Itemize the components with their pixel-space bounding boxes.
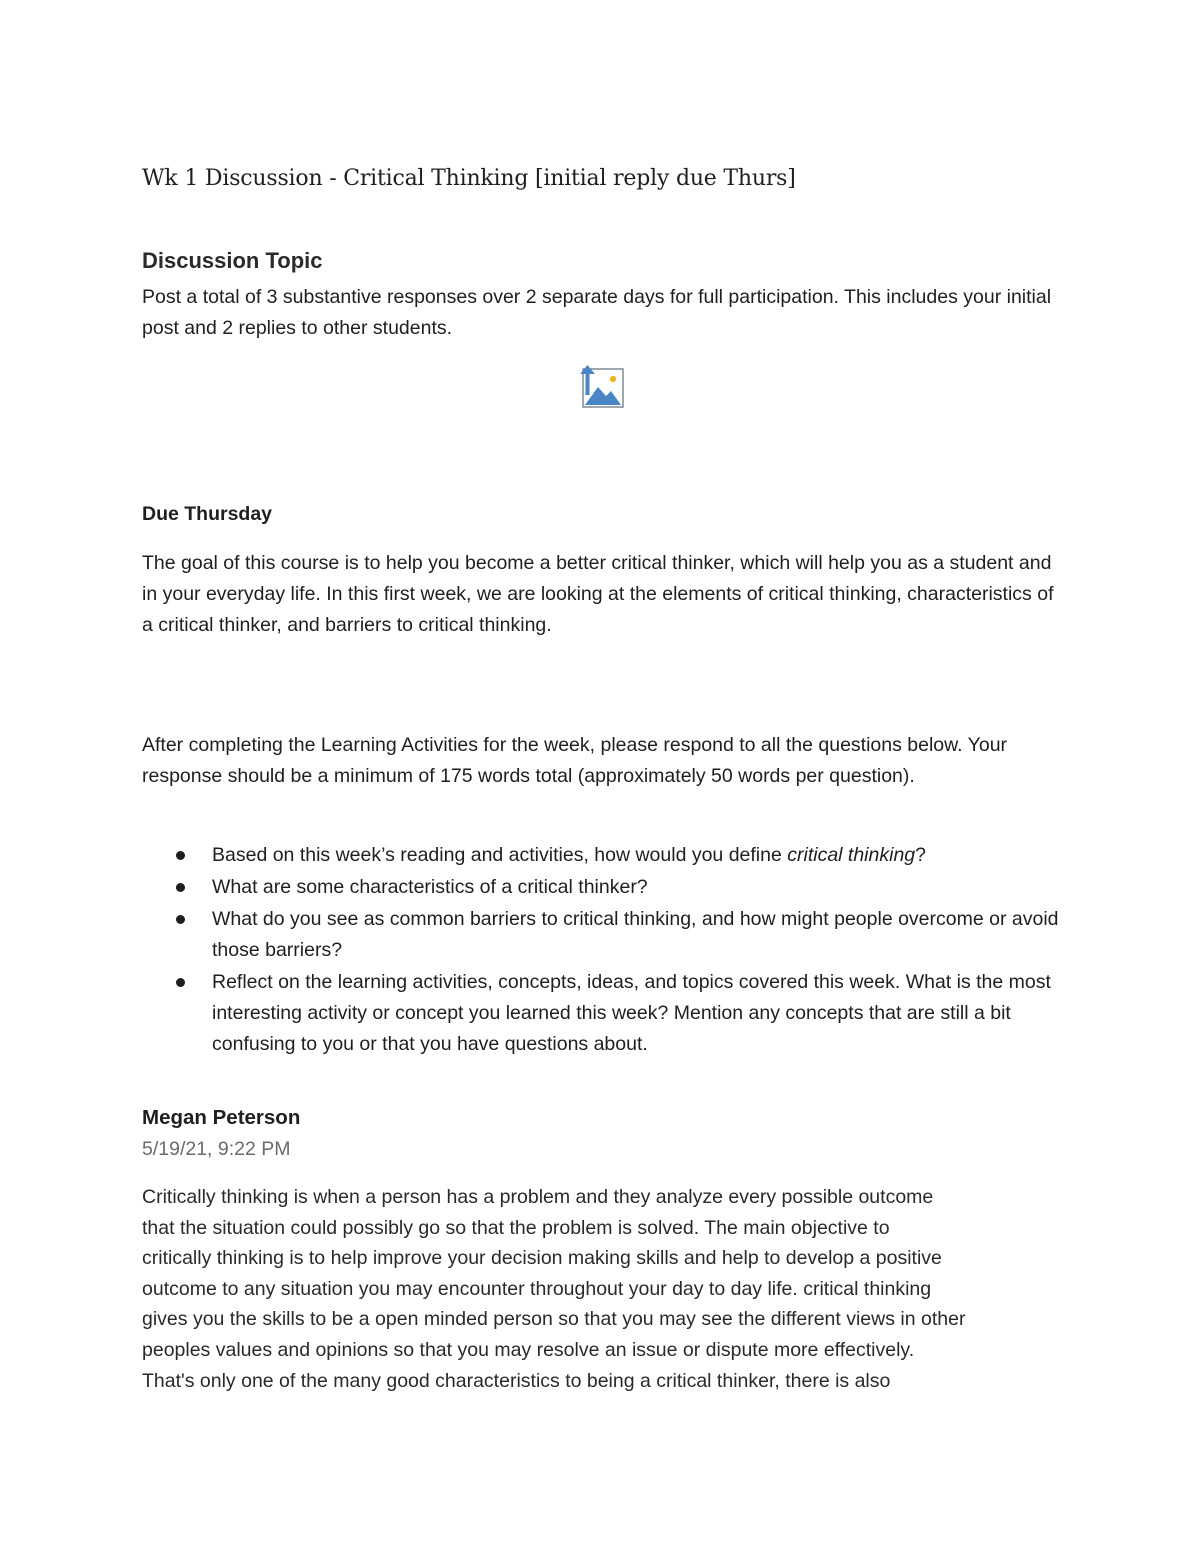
discussion-topic-heading: Discussion Topic [142,248,323,273]
response-instructions-text: After completing the Learning Activities for the week, please respond to all the questions below. Your response should be a minimum of 175 words total (approximately 50 words per question). [142,734,1008,787]
reply-line: peoples values and opinions so that you may resolve an issue or dispute more effectively. [142,1338,915,1361]
image-upload-icon-graphic [578,363,626,411]
list-item [142,904,1062,966]
image-upload-icon[interactable] [578,363,626,411]
bullet-icon [176,915,185,924]
course-goal-text: The goal of this course is to help you become a better critical thinker, which will help you as a student and in your everyday life. In this first week, we are looking at the elements of critical thinking, characteristics of a critical thinker, and barriers to critical thinking. [142,552,1054,636]
question-text: Based on this week’s reading and activities, how would you define [212,844,788,866]
list-item [142,840,1062,871]
question-text: What are some characteristics of a critical thinker? [212,876,648,898]
reply-timestamp: 5/19/21, 9:22 PM [142,1138,291,1160]
question-text: What do you see as common barriers to critical thinking, and how might people overcome or avoid those barriers? [212,908,1059,961]
question-emphasis: critical thinking [787,844,916,866]
reply-line: critically thinking is to help improve your decision making skills and help to develop a positive [142,1247,942,1270]
question-list [142,840,1062,1061]
reply-line: that the situation could possibly go so that the problem is solved. The main objective to [142,1216,890,1239]
reply-author-name: Megan Peterson [142,1106,301,1129]
topic-intro-text: Post a total of 3 substantive responses over 2 separate days for full participation. This includes your initial post and 2 replies to other students. [142,286,1052,339]
reply-line: gives you the skills to be a open minded person so that you may see the different views in other [142,1308,966,1331]
page-title: Wk 1 Discussion - Critical Thinking [initial reply due Thurs] [142,166,796,191]
due-thursday-heading: Due Thursday [142,503,273,525]
reply-line: That's only one of the many good characteristics to being a critical thinker, there is also [142,1369,891,1392]
reply-body [142,1182,1072,1396]
list-item [142,967,1062,1060]
question-text-end: ? [915,844,926,866]
bullet-icon [176,978,185,987]
question-text: Reflect on the learning activities, concepts, ideas, and topics covered this week. What is the most interesting activity or concept you learned this week? Mention any concepts that are still a bit confusing to you or that you have questions about. [212,971,1051,1055]
reply-line: outcome to any situation you may encounter throughout your day to day life. critical thinking [142,1277,932,1300]
bullet-icon [176,851,185,860]
list-item [142,872,1062,903]
reply-line: Critically thinking is when a person has a problem and they analyze every possible outcome [142,1186,934,1208]
bullet-icon [176,883,185,892]
